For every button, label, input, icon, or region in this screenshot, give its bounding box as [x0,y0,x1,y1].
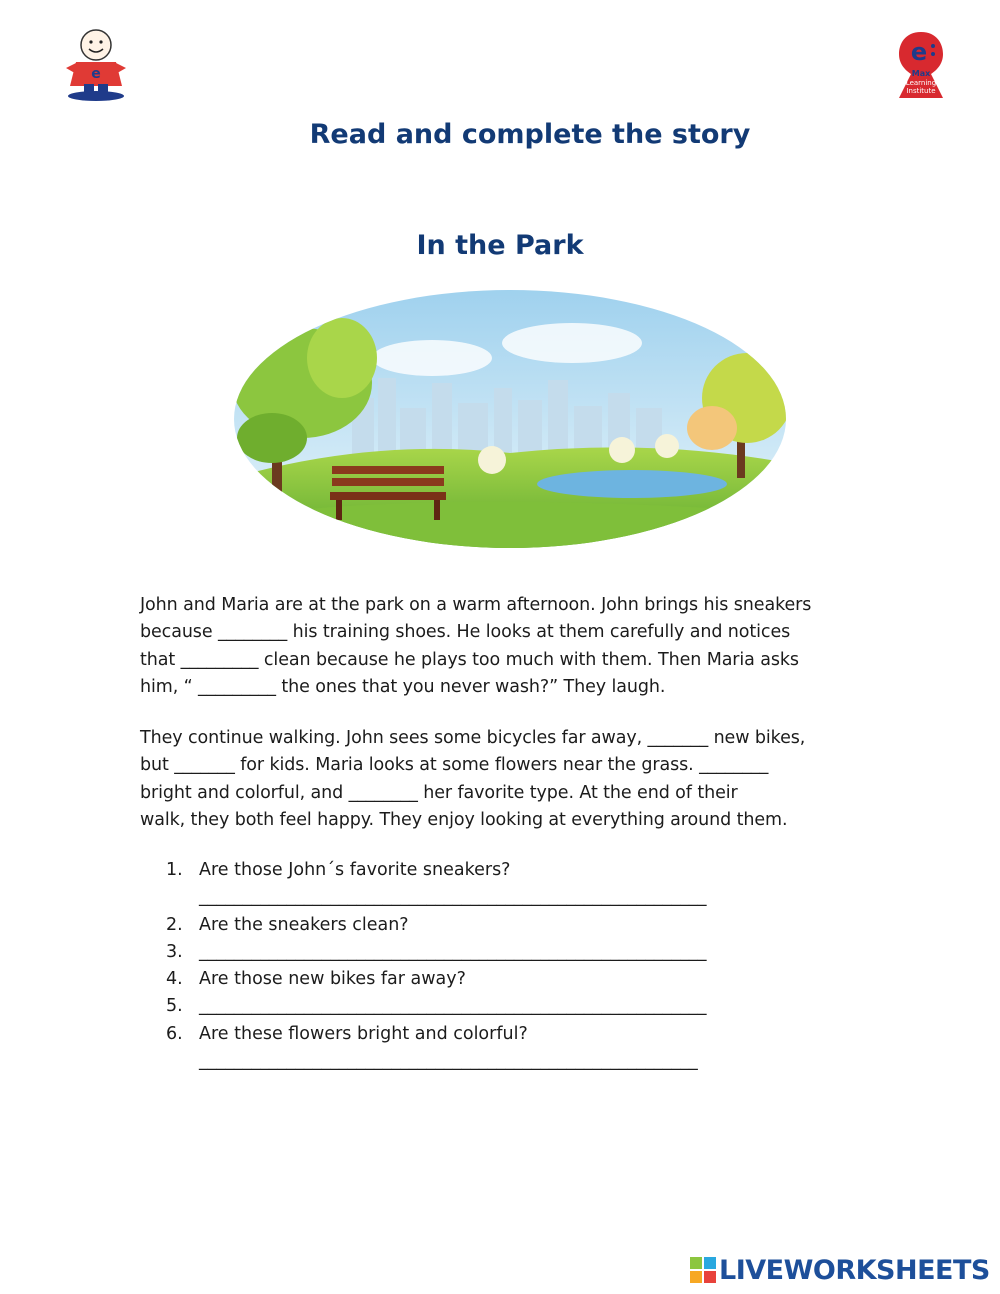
svg-text:Max: Max [911,69,931,78]
question-list [166,857,866,1075]
story-line: John and Maria are at the park on a warm afternoon. John brings his sneakers [140,595,812,615]
svg-text:Institute: Institute [906,87,936,95]
question-text: Are those new bikes far away? [199,969,466,990]
answer-line[interactable]: __________________________________________________________ [199,887,707,908]
emax-logo-icon [893,30,949,100]
story-line: him, “ _________ the ones that you never wash?” They laugh. [140,676,666,697]
story-line: but _______ for kids. Maria looks at some flowers near the grass. ________ [140,755,769,776]
question-number: 4. [166,969,183,990]
park-illustration-icon [232,288,788,550]
question-item [166,1021,866,1076]
story-line: walk, they both feel happy. They enjoy looking at everything around them. [140,809,788,830]
brand-text: LIVEWORKSHEETS [719,1254,990,1286]
liveworksheets-icon [690,1257,716,1283]
mascot-logo-icon [62,26,130,102]
question-text: Are those John´s favorite sneakers? [199,860,511,880]
story-title: In the Park [416,230,584,261]
question-number: 1. [166,860,183,880]
story-line: because ________ his training shoes. He looks at them carefully and notices [140,622,791,643]
answer-line[interactable]: _________________________________________________________ [199,1051,698,1072]
answer-line[interactable]: __________________________________________________________ [199,996,707,1017]
story-paragraph-1 [140,592,880,701]
question-item [166,857,866,912]
story-line: They continue walking. John sees some bicycles far away, _______ new bikes, [140,728,806,748]
question-text: Are these flowers bright and colorful? [199,1023,528,1044]
liveworksheets-brand [690,1254,990,1286]
question-item [166,966,866,993]
question-number: 5. [166,996,183,1017]
svg-text:e: e [91,66,101,82]
question-item [166,993,866,1020]
question-number: 3. [166,941,183,962]
question-item [166,939,866,966]
story-line: that _________ clean because he plays too much with them. Then Maria asks [140,649,799,670]
svg-text:e: e [910,38,928,66]
story-line: bright and colorful, and ________ her favorite type. At the end of their [140,782,738,803]
question-item [166,912,866,939]
page-title: Read and complete the story [309,119,751,150]
story-paragraph-2 [140,725,880,834]
question-number: 2. [166,914,183,935]
question-number: 6. [166,1023,183,1044]
question-text: Are the sneakers clean? [199,914,409,935]
answer-line[interactable]: __________________________________________________________ [199,941,707,962]
svg-text:Learning: Learning [905,79,937,87]
